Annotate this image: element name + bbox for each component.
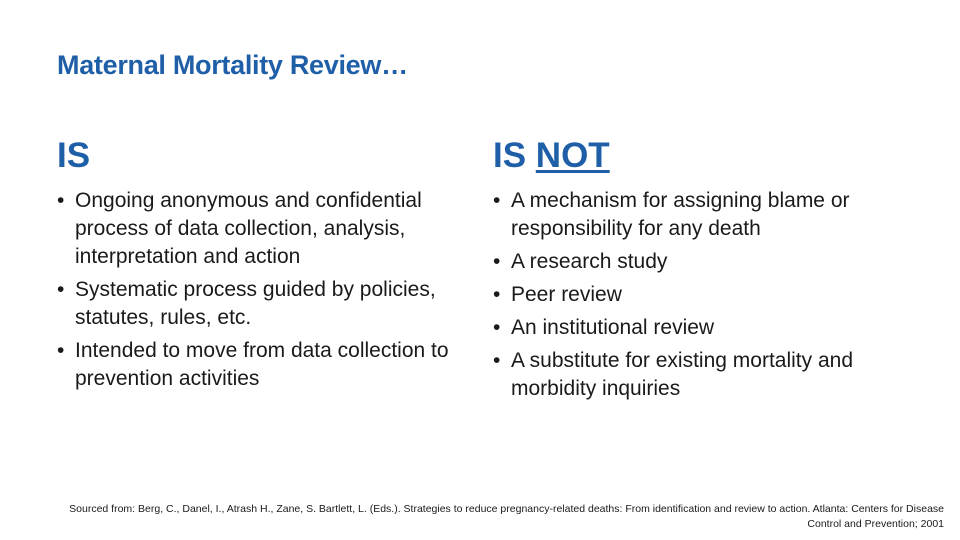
bullet-icon: • <box>57 339 65 362</box>
slide-title: Maternal Mortality Review… <box>57 50 408 80</box>
list-item <box>57 276 457 332</box>
source-citation: Sourced from: Berg, C., Danel, I., Atrash H., Zane, S. Bartlett, L. (Eds.). Strategies to reduce pregnancy-related deaths: From identification and review to action. Atlanta: Centers for Disease Control and Prevention; 2001 <box>69 503 944 530</box>
is-list <box>57 187 457 398</box>
list-item-text: A research study <box>511 250 668 273</box>
list-item-text: Intended to move from data collection to prevention activities <box>75 339 449 390</box>
list-item <box>493 187 923 243</box>
bullet-icon: • <box>493 189 501 212</box>
is-not-heading-not: NOT <box>535 136 610 175</box>
bullet-icon: • <box>493 283 501 306</box>
list-item <box>57 337 457 393</box>
is-not-heading-is: IS <box>493 136 536 175</box>
list-item <box>493 281 923 309</box>
list-item-text: A mechanism for assigning blame or responsibility for any death <box>511 189 850 240</box>
bullet-icon: • <box>493 316 501 339</box>
list-item <box>57 187 457 271</box>
bullet-icon: • <box>57 278 65 301</box>
is-not-heading <box>493 136 610 176</box>
list-item-text: An institutional review <box>511 316 715 339</box>
list-item <box>493 347 923 403</box>
list-item-text: Peer review <box>511 283 622 306</box>
list-item-text: Systematic process guided by policies, statutes, rules, etc. <box>75 278 436 329</box>
is-heading: IS <box>57 136 91 175</box>
list-item <box>493 314 923 342</box>
list-item-text: A substitute for existing mortality and morbidity inquiries <box>511 349 853 400</box>
list-item-text: Ongoing anonymous and confidential process of data collection, analysis, interpretation and action <box>75 189 422 268</box>
is-not-list <box>493 187 923 408</box>
bullet-icon: • <box>493 349 501 372</box>
bullet-icon: • <box>57 189 65 212</box>
list-item <box>493 248 923 276</box>
bullet-icon: • <box>493 250 501 273</box>
